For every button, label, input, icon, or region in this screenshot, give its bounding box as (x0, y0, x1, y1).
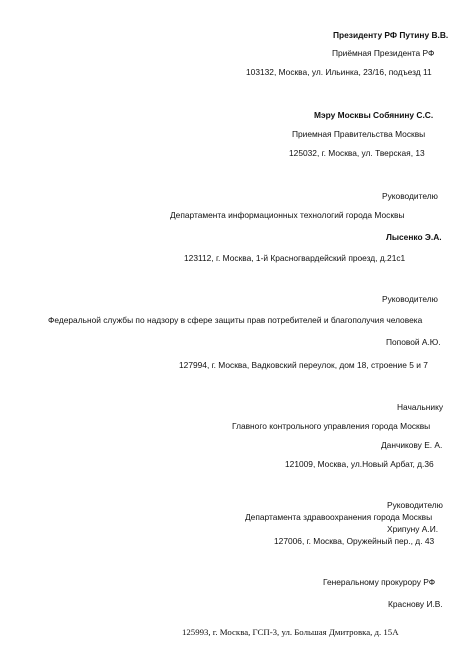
recipient-address: 125032, г. Москва, ул. Тверская, 13 (289, 148, 425, 158)
recipient-address: 121009, Москва, ул.Новый Арбат, д.36 (285, 459, 434, 469)
recipient-name: Лысенко Э.А. (386, 232, 442, 242)
recipient-office: Приёмная Президента РФ (332, 48, 435, 58)
recipient-address: 103132, Москва, ул. Ильинка, 23/16, подъезд 11 (246, 67, 432, 77)
recipient-name: Краснову И.В. (388, 599, 443, 609)
recipient-name: Хрипуну А.И. (387, 524, 439, 534)
recipient-office: Департамента информационных технологий города Москвы (170, 210, 405, 220)
recipient-title: Президенту РФ Путину В.В. (333, 30, 449, 40)
recipient-address: 127006, г. Москва, Оружейный пер., д. 43 (274, 536, 435, 546)
recipient-title: Руководителю (382, 294, 438, 304)
recipient-office: Главного контрольного управления города Москвы (232, 421, 431, 431)
recipient-office: Приемная Правительства Москвы (292, 129, 426, 139)
recipient-address: 125993, г. Москва, ГСП-3, ул. Большая Дмитровка, д. 15А (182, 627, 399, 637)
recipient-title: Генеральному прокурору РФ (323, 577, 436, 587)
recipient-title: Мэру Москвы Собянину С.С. (314, 110, 434, 120)
recipient-office: Департамента здравоохранения города Москвы (245, 512, 433, 522)
recipient-title: Начальнику (397, 402, 444, 412)
recipient-address: 123112, г. Москва, 1-й Красногвардейский проезд, д.21с1 (184, 253, 406, 263)
recipient-name: Поповой А.Ю. (386, 337, 441, 347)
recipient-name: Данчикову Е. А. (381, 440, 443, 450)
recipient-address: 127994, г. Москва, Вадковский переулок, дом 18, строение 5 и 7 (179, 360, 428, 370)
recipient-office: Федеральной службы по надзору в сфере защиты прав потребителей и благополучия человека (48, 315, 423, 325)
recipient-title: Руководителю (387, 500, 443, 510)
recipient-title: Руководителю (382, 191, 438, 201)
